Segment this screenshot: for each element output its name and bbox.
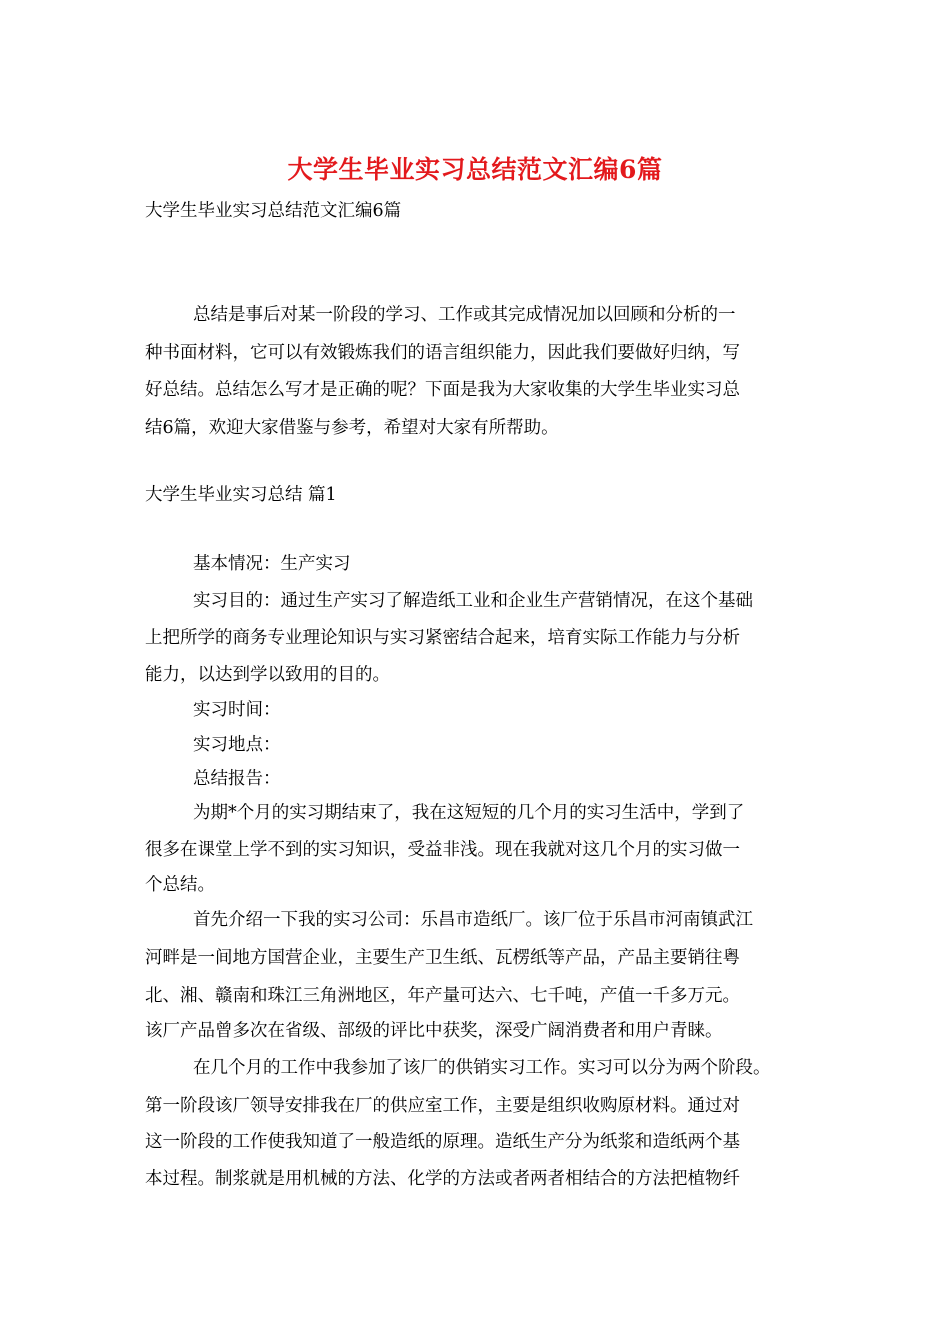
body-line: 实习时间：: [193, 700, 281, 720]
body-line: 首先介绍一下我的实习公司：乐昌市造纸厂。该厂位于乐昌市河南镇武江: [193, 910, 753, 930]
document-subtitle: 大学生毕业实习总结范文汇编6篇: [145, 201, 402, 221]
intro-line: 总结是事后对某一阶段的学习、工作或其完成情况加以回顾和分析的一: [193, 305, 736, 325]
document-title: 大学生毕业实习总结范文汇编6篇: [287, 155, 663, 184]
body-line: 这一阶段的工作使我知道了一般造纸的原理。造纸生产分为纸浆和造纸两个基: [145, 1132, 740, 1152]
body-line: 能力，以达到学以致用的目的。: [145, 665, 390, 685]
body-line: 上把所学的商务专业理论知识与实习紧密结合起来，培育实际工作能力与分析: [145, 628, 740, 648]
body-line: 在几个月的工作中我参加了该厂的供销实习工作。实习可以分为两个阶段。: [193, 1058, 771, 1078]
body-line: 该厂产品曾多次在省级、部级的评比中获奖，深受广阔消费者和用户青睐。: [145, 1021, 723, 1041]
intro-line: 好总结。总结怎么写才是正确的呢？下面是我为大家收集的大学生毕业实习总: [145, 380, 740, 400]
section-heading: 大学生毕业实习总结 篇1: [145, 485, 337, 505]
intro-line: 种书面材料，它可以有效锻炼我们的语言组织能力，因此我们要做好归纳，写: [145, 343, 740, 363]
intro-line: 结6篇，欢迎大家借鉴与参考，希望对大家有所帮助。: [145, 418, 559, 438]
body-line: 基本情况：生产实习: [193, 554, 351, 574]
body-line: 为期*个月的实习期结束了，我在这短短的几个月的实习生活中，学到了: [193, 803, 745, 823]
body-line: 个总结。: [145, 875, 215, 895]
body-line: 很多在课堂上学不到的实习知识，受益非浅。现在我就对这几个月的实习做一: [145, 840, 740, 860]
body-line: 总结报告：: [193, 769, 281, 789]
body-line: 实习目的：通过生产实习了解造纸工业和企业生产营销情况，在这个基础: [193, 591, 753, 611]
body-line: 北、湘、赣南和珠江三角洲地区，年产量可达六、七千吨，产值一千多万元。: [145, 986, 740, 1006]
body-line: 河畔是一间地方国营企业，主要生产卫生纸、瓦楞纸等产品，产品主要销往粤: [145, 948, 740, 968]
body-line: 第一阶段该厂领导安排我在厂的供应室工作，主要是组织收购原材料。通过对: [145, 1096, 740, 1116]
body-line: 实习地点：: [193, 735, 281, 755]
body-line: 本过程。制浆就是用机械的方法、化学的方法或者两者相结合的方法把植物纤: [145, 1169, 740, 1189]
